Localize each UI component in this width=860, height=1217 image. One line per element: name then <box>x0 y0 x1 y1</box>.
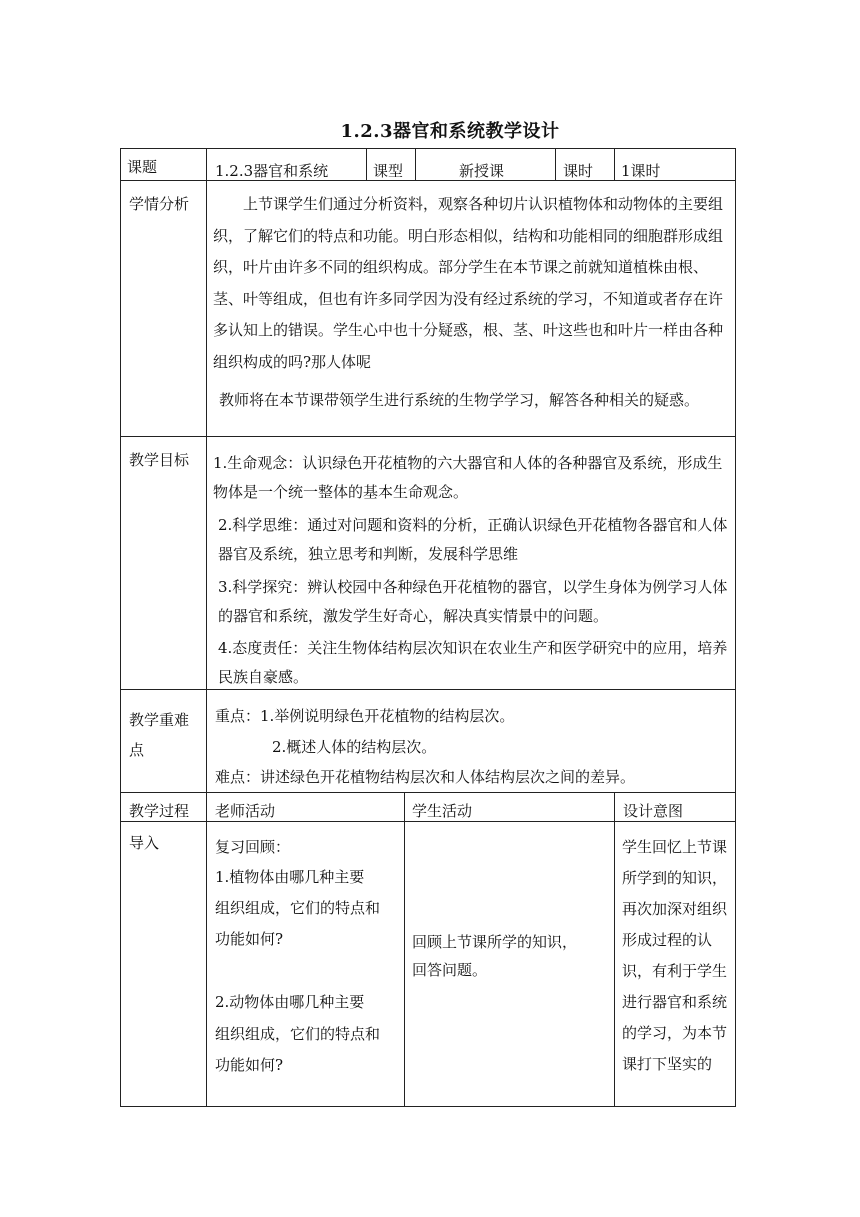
intro-teacher-line: 2.动物体由哪几种主要 <box>215 993 365 1011</box>
cell-intro-label <box>120 821 207 1107</box>
cell-goals-label <box>120 436 207 690</box>
keypoint-line-3: 难点：讲述绿色开花植物结构层次和人体结构层次之间的差异。 <box>215 768 636 786</box>
intro-label: 导入 <box>129 834 160 852</box>
goal-item-2: 2.科学思维：通过对问题和资料的分析，正确认识绿色开花植物各器官和人体器官及系统，独立思考和判断，发展科学思维 <box>218 516 728 563</box>
goal-item-1: 1.生命观念：认识绿色开花植物的六大器官和人体的各种器官及系统，形成生物体是一个统一整体的基本生命观念。 <box>213 454 723 501</box>
intro-student-line: 回答问题。 <box>412 961 488 979</box>
intro-student-line: 回顾上节课所学的知识， <box>412 933 578 951</box>
keypoints-label: 教学重难点 <box>129 711 190 759</box>
intro-teacher-line: 1.植物体由哪几种主要 <box>215 868 365 886</box>
page-title: 1.2.3器官和系统教学设计 <box>340 121 560 142</box>
intro-intent-text: 学生回忆上节课所学到的知识，再次加深对组织形成过程的认识，有利于学生进行器官和系统的学习，为本节课打下坚实的 <box>622 838 728 1073</box>
analysis-text: 上节课学生们通过分析资料，观察各种切片认识植物体和动物体的主要组织，了解它们的特点和功能。明白形态相似，结构和功能相同的细胞群形成组织，叶片由许多不同的组织构成。部分学生在本节课之前就知道植株由根、茎、叶等组成，但也有许多同学因为没有经过系统的学习，不知道或者存在许多认知上的错误。学生心中也十分疑惑，根、茎、叶这些也和叶片一样由各种组织构成的吗?那人体呢 <box>213 195 724 371</box>
goals-label: 教学目标 <box>129 451 190 469</box>
intro-teacher-line: 组织组成，它们的特点和 <box>215 1025 381 1043</box>
keypoint-line-2: 2.概述人体的结构层次。 <box>272 738 437 756</box>
hours-label: 课时 <box>563 162 594 180</box>
type-value: 新授课 <box>459 162 505 180</box>
goal-item-3: 3.科学探究：辨认校园中各种绿色开花植物的器官，以学生身体为例学习人体的器官和系统，激发学生好奇心，解决真实情景中的问题。 <box>218 578 728 625</box>
keypoint-line-1: 重点：1.举例说明绿色开花植物的结构层次。 <box>215 707 515 725</box>
hours-value: 1课时 <box>621 162 661 180</box>
analysis-label: 学情分析 <box>129 195 190 213</box>
type-label: 课型 <box>373 162 404 180</box>
cell-analysis-label <box>120 180 207 437</box>
goal-item-4: 4.态度责任：关注生物体结构层次知识在农业生产和医学研究中的应用，培养民族自豪感。 <box>218 639 728 686</box>
course-topic: 1.2.3器官和系统 <box>215 162 329 180</box>
analysis-text-2: 教师将在本节课带领学生进行系统的生物学学习，解答各种相关的疑惑。 <box>219 391 700 409</box>
process-label: 教学过程 <box>129 802 190 820</box>
intro-teacher-line: 复习回顾： <box>215 838 291 856</box>
intro-teacher-line: 功能如何? <box>215 930 284 948</box>
process-teacher-header: 老师活动 <box>215 802 276 820</box>
intro-teacher-line: 组织组成，它们的特点和 <box>215 899 381 917</box>
intro-teacher-line: 功能如何? <box>215 1056 284 1074</box>
course-label: 课题 <box>127 158 158 176</box>
process-student-header: 学生活动 <box>412 802 473 820</box>
process-intent-header: 设计意图 <box>623 802 684 820</box>
